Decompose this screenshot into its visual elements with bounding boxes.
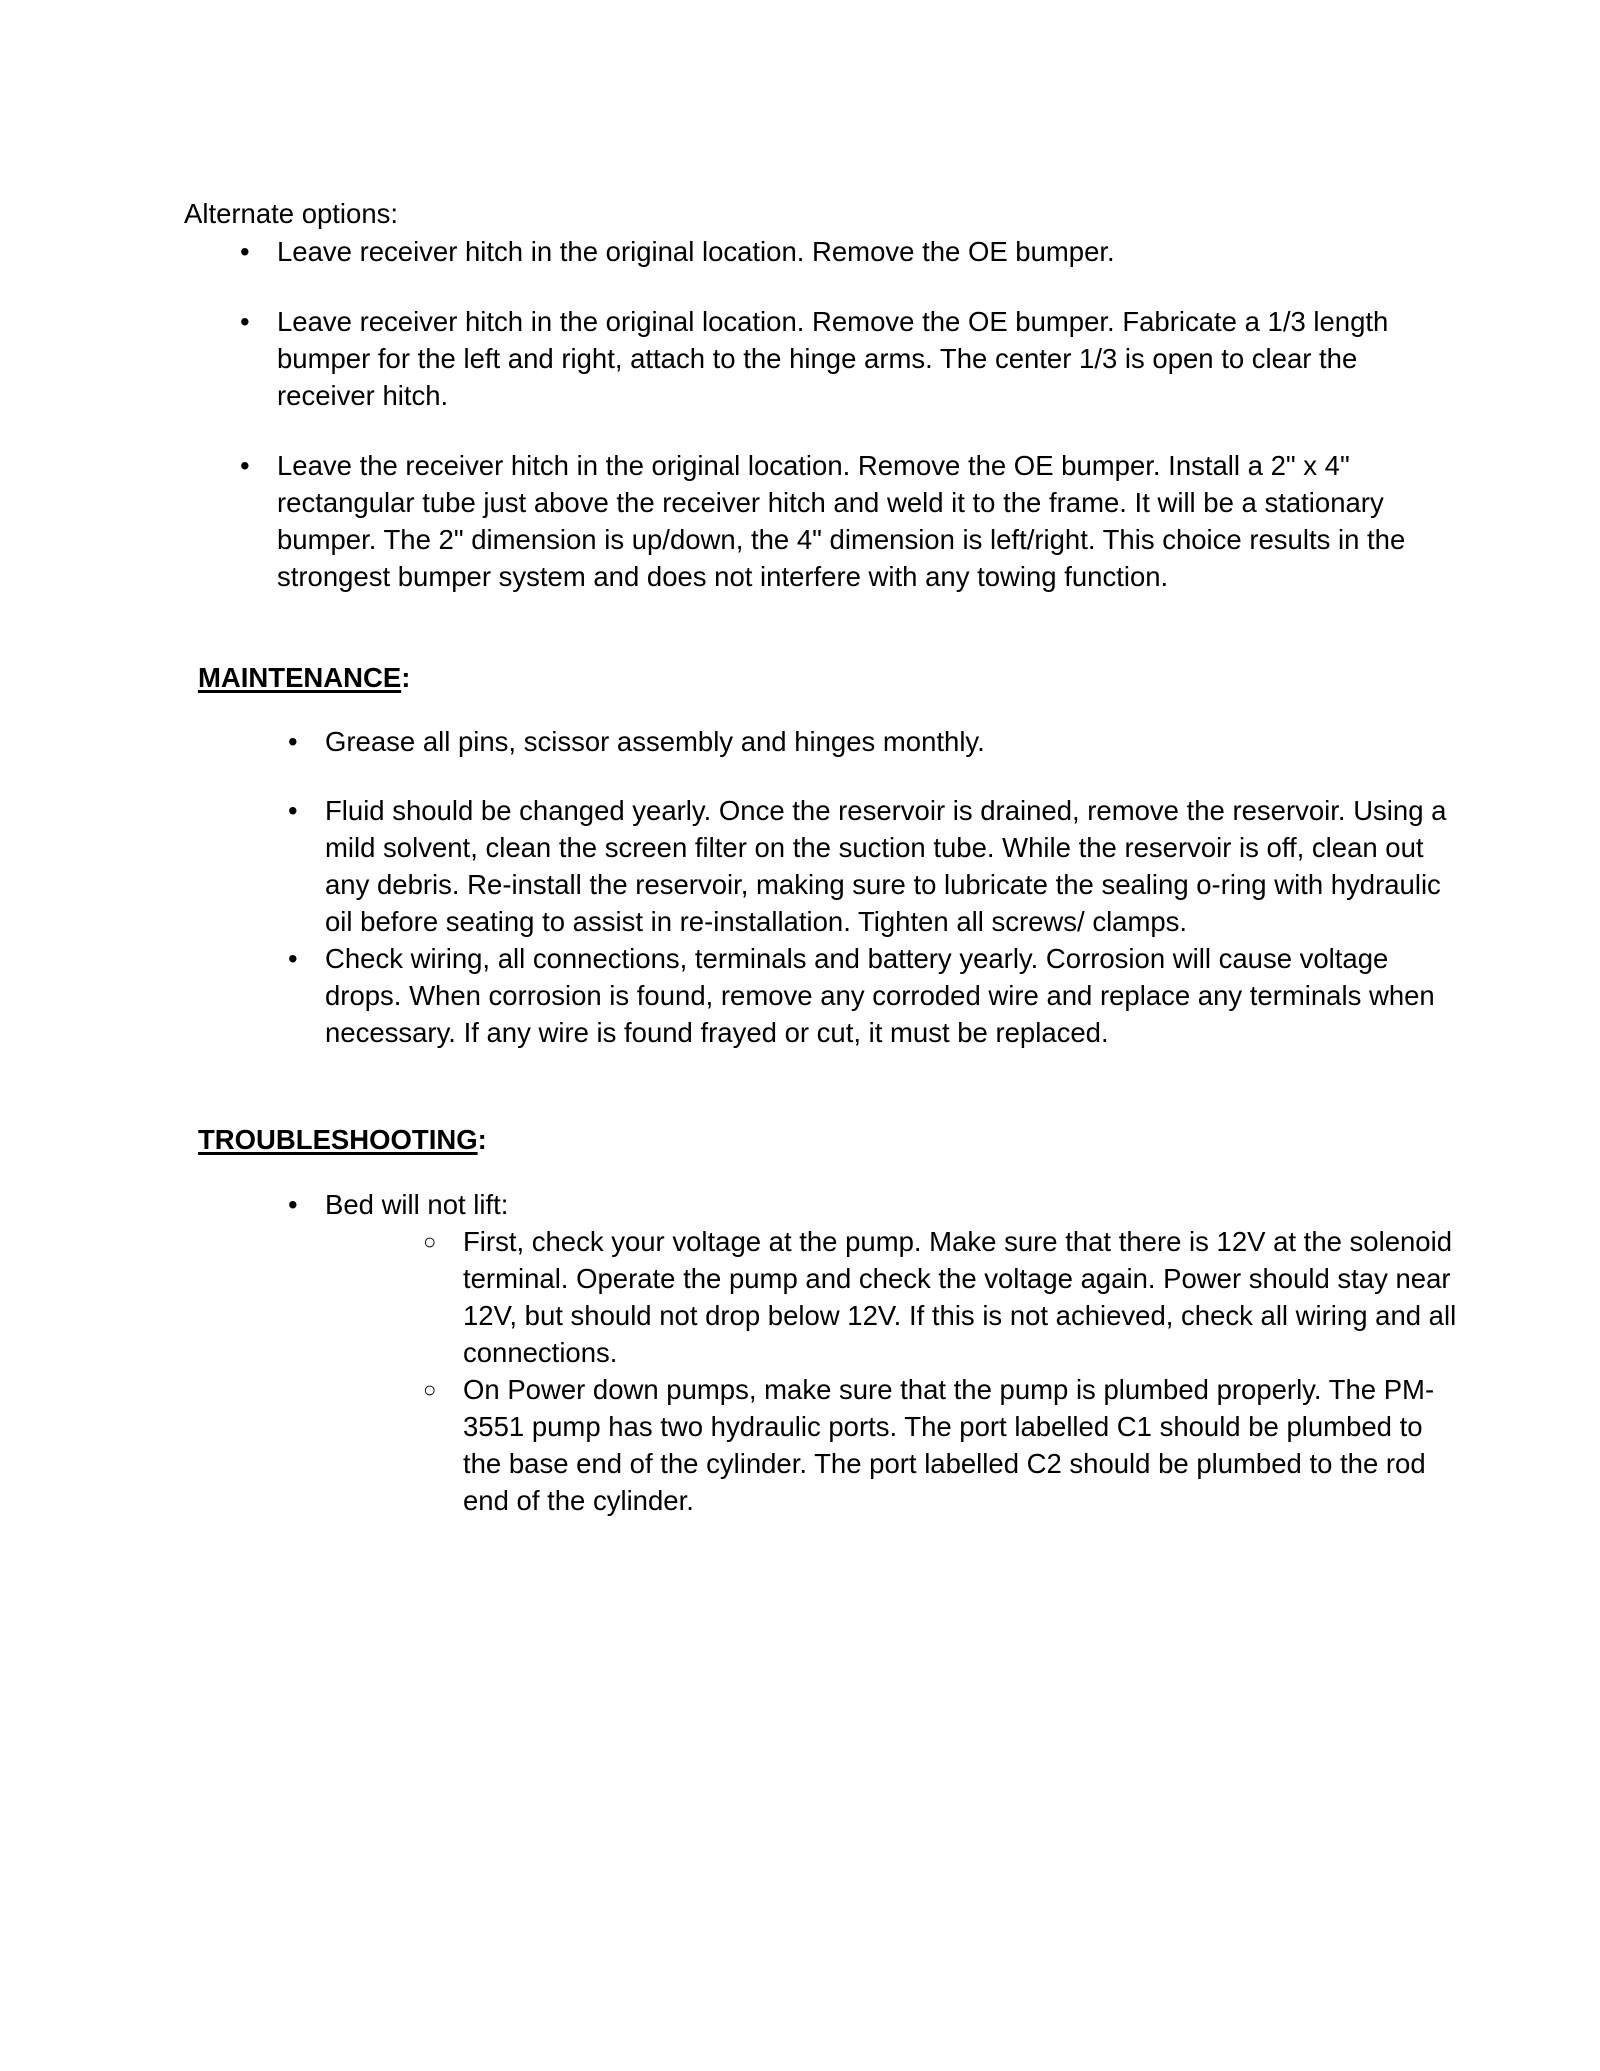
list-item-text: Leave the receiver hitch in the original location. Remove the OE bumper. Install a 2" x 4" rectangular tube just above the receiver hitch and weld it to the frame. It will be a stationary bumper. The 2" dimension is up/down, the 4" dimension is left/right. This choice results in the strongest bumper system and does not interfere with any towing function. [277,450,1406,593]
bullet-icon: • [288,943,298,975]
list-item-text: First, check your voltage at the pump. Make sure that there is 12V at the solenoid terminal. Operate the pump and check the voltage again. Power should stay near 12V, but should not drop below 12V. If this is not achieved, check all wiring and all connections. [463,1225,1457,1368]
list-item [280,724,1460,761]
alternate-options-label: Alternate options: [184,198,399,229]
maintenance-heading-text: MAINTENANCE [198,662,402,694]
maintenance-heading-colon: : [401,662,411,694]
list-item-text: Fluid should be changed yearly. Once the reservoir is drained, remove the reservoir. Using a mild solvent, clean the screen filter on the suction tube. While the reservoir is off, clean out any debris. Re-install the reservoir, making sure to lubricate the sealing o-ring with hydraulic oil before seating to assist in re-installation. Tighten all screws/ clamps. [325,795,1447,938]
list-item [180,234,1460,271]
list-item-text: Leave receiver hitch in the original location. Remove the OE bumper. Fabricate a 1/3 length bumper for the left and right, attach to the hinge arms. The center 1/3 is open to clear the receiver hitch. [277,306,1389,412]
bullet-icon: • [240,236,250,268]
spacer [180,696,1460,724]
spacer [180,1052,1460,1122]
bullet-icon: • [240,450,250,482]
list-item [280,941,1460,1052]
list-item-text: Bed will not lift: [325,1188,509,1220]
list-item-text: Grease all pins, scissor assembly and hinges monthly. [325,726,985,758]
bullet-icon: • [288,726,298,758]
bullet-icon: • [240,306,250,338]
list-item-text: On Power down pumps, make sure that the pump is plumbed properly. The PM-3551 pump has two hydraulic ports. The port labelled C1 should be plumbed to the base end of the cylinder. The port labelled C2 should be plumbed to the rod end of the cylinder. [463,1373,1435,1516]
troubleshooting-heading-text: TROUBLESHOOTING [198,1124,478,1156]
list-item [180,448,1460,596]
document-content [140,196,1460,1520]
list-item [419,1372,1460,1520]
list-item [419,1224,1460,1372]
troubleshooting-list [180,1187,1460,1520]
troubleshooting-heading [180,1122,1460,1158]
circle-bullet-icon: ○ [423,1228,437,1254]
bullet-icon: • [288,795,298,827]
spacer [180,596,1460,660]
circle-bullet-icon: ○ [423,1376,437,1402]
list-item-text: Leave receiver hitch in the original location. Remove the OE bumper. [277,236,1115,268]
list-item [280,1187,1460,1520]
maintenance-heading [180,660,1460,696]
list-item [280,793,1460,941]
troubleshooting-sublist [325,1224,1460,1520]
alternate-options-list [180,234,1460,596]
troubleshooting-heading-colon: : [477,1124,487,1156]
list-item-text: Check wiring, all connections, terminals and battery yearly. Corrosion will cause voltage drops. When corrosion is found, remove any corroded wire and replace any terminals when necessary. If any wire is found frayed or cut, it must be replaced. [325,943,1435,1049]
list-item [180,304,1460,415]
bullet-icon: • [288,1188,298,1220]
spacer [180,1159,1460,1187]
maintenance-list [180,724,1460,1052]
